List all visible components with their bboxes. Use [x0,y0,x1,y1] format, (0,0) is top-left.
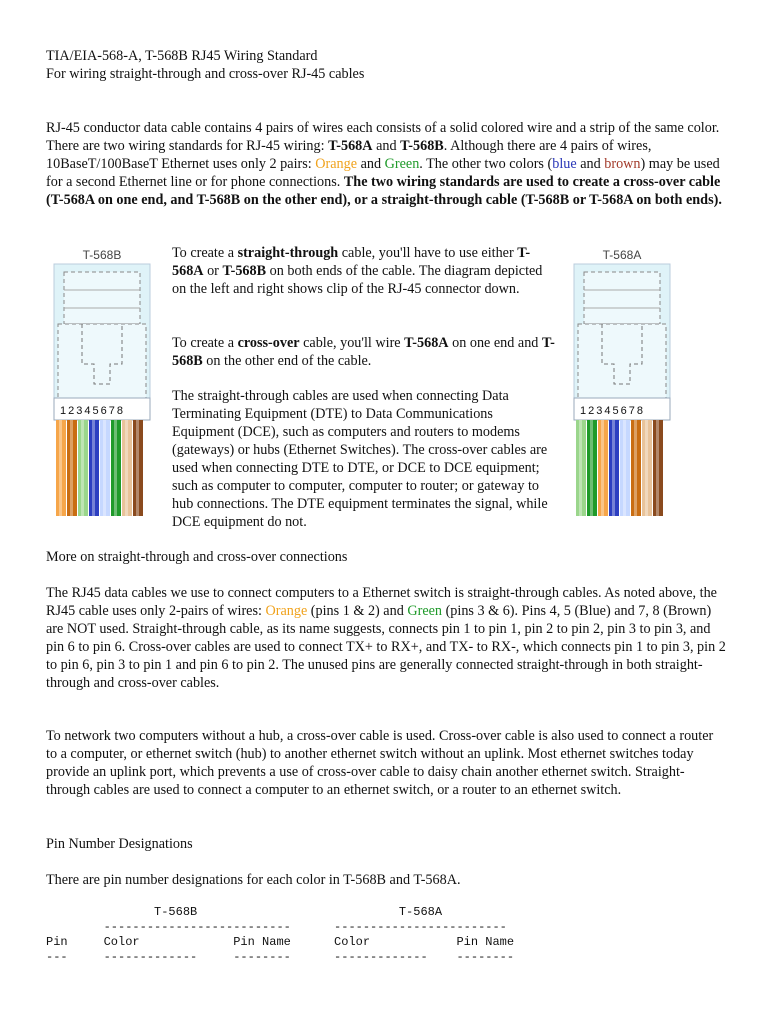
document-title: TIA/EIA-568-A, T-568B RJ45 Wiring Standard [46,48,318,64]
middle-paragraph-cross-over: To create a cross-over cable, you'll wire T-568A on one end and T-568B on the other end of the cable. [172,335,555,369]
left-wire-highlight-2 [70,420,73,516]
pins-intro: There are pin number designations for each color in T-568B and T-568A. [46,872,461,888]
connector-t568a-figure [570,246,674,518]
left-wire-highlight-4 [92,420,95,516]
more-paragraph-1: The RJ45 data cables we use to connect computers to a Ethernet switch is straight-through cables. As noted above, the RJ45 cable uses only 2-pairs of wires: Orange (pins 1 & 2) and Green (pins 3 & 6). Pins 4, 5 (Blue) and 7, 8 (Brown) are NOT used. Straight-through cable, as its name suggests, connects pin 1 to pin 1, pin 2 to pin 2, pin 3 to pin 3, and pin 6 to pin 6. Cross-over cables are used to connect TX+ to RX+, and TX- to RX-, which connects pin 1 to pin 3, pin 2 to pin 6, pin 3 to pin 1 and pin 6 to pin 2. The unused pins are generally connected straight-through in both straight-through and cross-over cables. [46,585,726,691]
more-paragraph-2: To network two computers without a hub, a cross-over cable is used. Cross-over cable is also used to connect a router to a computer, or ethernet switch (hub) to another ethernet switch without an uplink. Most ethernet switches today provide an uplink port, which prevents a use of cross-over cable to daisy chain another ethernet switch. Straight-through cables are used to connect a computer to an ethernet switch, or a router to an ethernet switch. [46,728,714,798]
pin-table-header-rule: --- ------------- -------- ------------- -------- [46,950,515,964]
green-word: Green [407,603,443,619]
rj45-t568b-diagram [50,246,154,518]
right-wire-highlight-6 [634,420,637,516]
document-subtitle: For wiring straight-through and cross-over RJ-45 cables [46,66,365,82]
right-wire-highlight-7 [645,420,648,516]
right-wire-highlight-2 [590,420,593,516]
brown-word: brown [604,156,641,172]
pin-table-header: Pin Color Pin Name Color Pin Name [46,935,515,949]
right-wire-highlight-4 [612,420,615,516]
right-wire-highlight-1 [579,420,582,516]
connector-t568b-figure [50,246,154,518]
section-heading-pins: Pin Number Designations [46,836,193,852]
orange-word: Orange [315,156,358,172]
rj45-t568a-diagram [570,246,674,518]
blue-word: blue [552,156,577,172]
pin-table-rule: -------------------------- ------------------------ [46,920,507,934]
right-wire-highlight-3 [601,420,604,516]
left-wire-highlight-1 [59,420,62,516]
middle-paragraph-dte-dce: The straight-through cables are used when connecting Data Terminating Equipment (DTE) to Data Communications Equipment (DCE), such as computers and routers to modems (gateways) or hubs (Ethernet Switches). The cross-over cables are used when connecting DTE to DTE, or DCE to DCE equipment; such as computer to computer, computer to router; or gateway to hub connections. The DTE equipment terminates the signal, while DCE equipment do not. [172,388,548,530]
connector-right-label: T-568A [602,248,642,262]
intro-paragraph: RJ-45 conductor data cable contains 4 pairs of wires each consists of a solid colored wire and a strip of the same color. There are two wiring standards for RJ-45 wiring: T-568A and T-568B. Although there are 4 pairs of wires, 10BaseT/100BaseT Ethernet uses only 2 pairs: Orange and Green. The other two colors (blue and brown) may be used for a second Ethernet line or for phone connections. The two wiring standards are used to create a cross-over cable (T-568A on one end, and T-568B on the other end), or a straight-through cable (T-568B or T-568A on both ends). [46,120,722,208]
left-wire-highlight-5 [103,420,106,516]
left-wire-highlight-7 [125,420,128,516]
pin-table-standards: T-568B T-568A [46,905,443,919]
right-pin-numbers: 12345678 [580,405,645,417]
pin-table [46,905,514,965]
right-wire-highlight-8 [656,420,659,516]
left-pin-numbers: 12345678 [60,405,125,417]
orange-word: Orange [265,603,308,619]
green-word: Green [384,156,420,172]
right-wire-highlight-5 [623,420,626,516]
left-wire-highlight-8 [136,420,139,516]
middle-paragraph-straight-through: To create a straight-through cable, you'll have to use either T-568A or T-568B on both ends of the cable. The diagram depicted on the left and right shows clip of the RJ-45 connector down. [172,245,543,297]
connector-left-label: T-568B [82,248,122,262]
left-wire-highlight-3 [81,420,84,516]
section-heading-more: More on straight-through and cross-over connections [46,549,348,565]
left-wire-highlight-6 [114,420,117,516]
